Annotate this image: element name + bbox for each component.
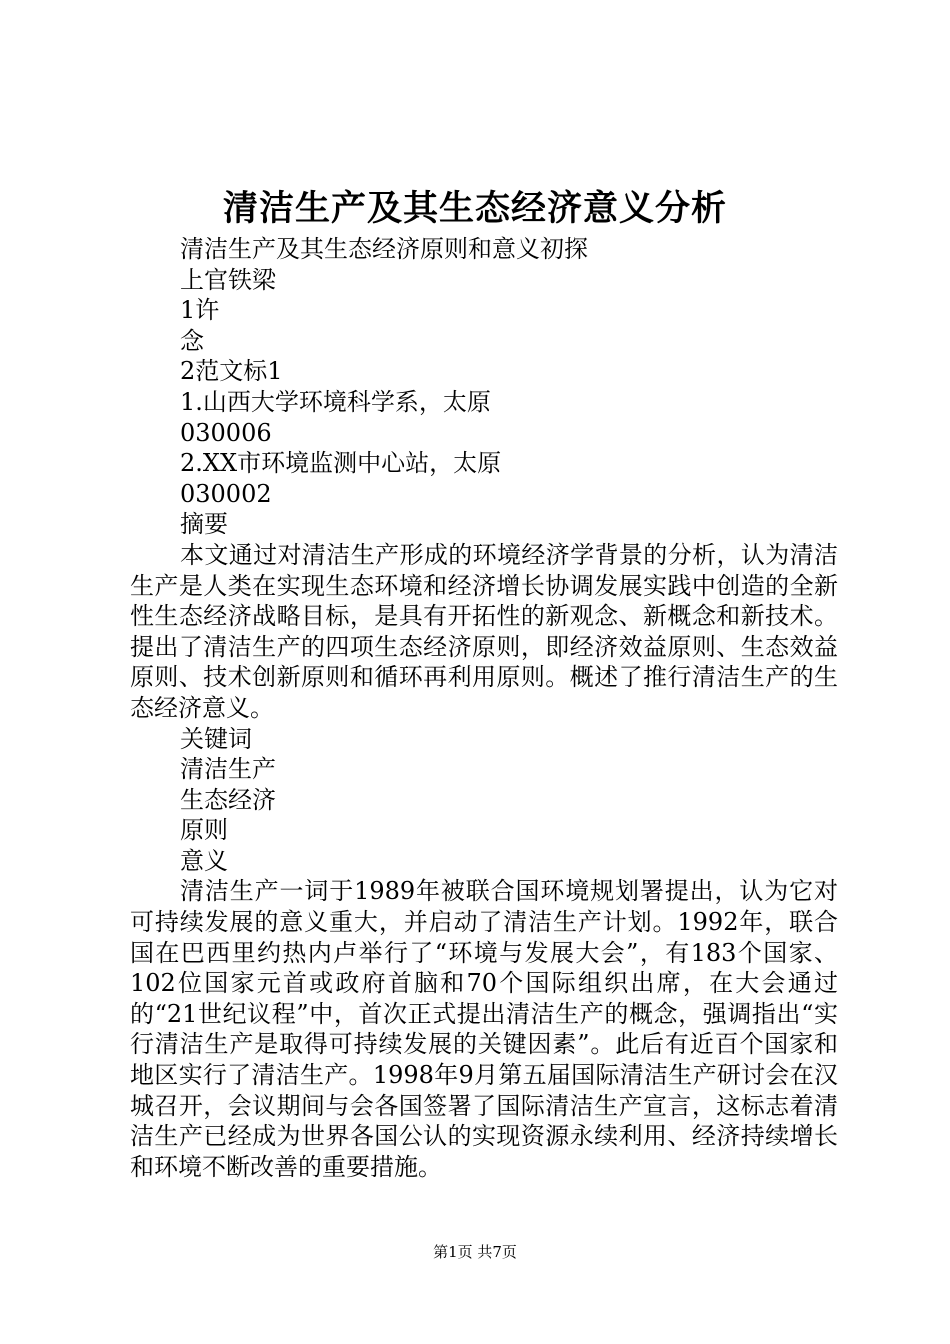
body-paragraph: 清洁生产一词于1989年被联合国环境规划署提出，认为它对可持续发展的意义重大，并启动了清洁生产计划。1992年，联合国在巴西里约热内卢举行了“环境与发展大会”，有183个国家、102位国家元首或政府首脑和70个国际组织出席，在大会通过的“21世纪议程”中，首次正式提出清洁生产的概念，强调指出“实行清洁生产是取得可持续发展的关键因素”。此后有近百个国家和地区实行了清洁生产。1998年9月第五届国际清洁生产研讨会在汉城召开，会议期间与会各国签署了国际清洁生产宣言，这标志着清洁生产已经成为世界各国公认的实现资源永续利用、经济持续增长和环境不断改善的重要措施。 (130, 877, 838, 1181)
document-title: 清洁生产及其生态经济意义分析 (222, 188, 727, 229)
affiliation-line: 2.XX市环境监测中心站，太原 (180, 449, 502, 478)
affiliation-line: 1.山西大学环境科学系，太原 (180, 387, 491, 416)
author-line: 2范文标1 (180, 357, 283, 386)
postal-code-line: 030006 (180, 418, 272, 447)
keyword-item: 生态经济 (180, 785, 276, 814)
postal-code-line: 030002 (180, 479, 272, 508)
page-footer: 第1页 共7页 (433, 1243, 517, 1261)
author-line: 1许 (180, 296, 220, 325)
document-body (130, 234, 838, 1182)
author-line: 上官铁梁 (180, 265, 276, 294)
abstract-paragraph: 本文通过对清洁生产形成的环境经济学背景的分析，认为清洁生产是人类在实现生态环境和经济增长协调发展实践中创造的全新性生态经济战略目标，是具有开拓性的新观念、新概念和新技术。提出了清洁生产的四项生态经济原则，即经济效益原则、生态效益原则、技术创新原则和循环再利用原则。概述了推行清洁生产的生态经济意义。 (130, 540, 838, 722)
keyword-item: 意义 (180, 846, 228, 875)
abstract-heading: 摘要 (180, 510, 228, 539)
keyword-item: 原则 (180, 816, 228, 845)
subtitle-line: 清洁生产及其生态经济原则和意义初探 (180, 235, 588, 263)
keywords-heading: 关键词 (180, 724, 252, 753)
author-line: 念 (180, 326, 204, 355)
keyword-item: 清洁生产 (180, 755, 276, 784)
